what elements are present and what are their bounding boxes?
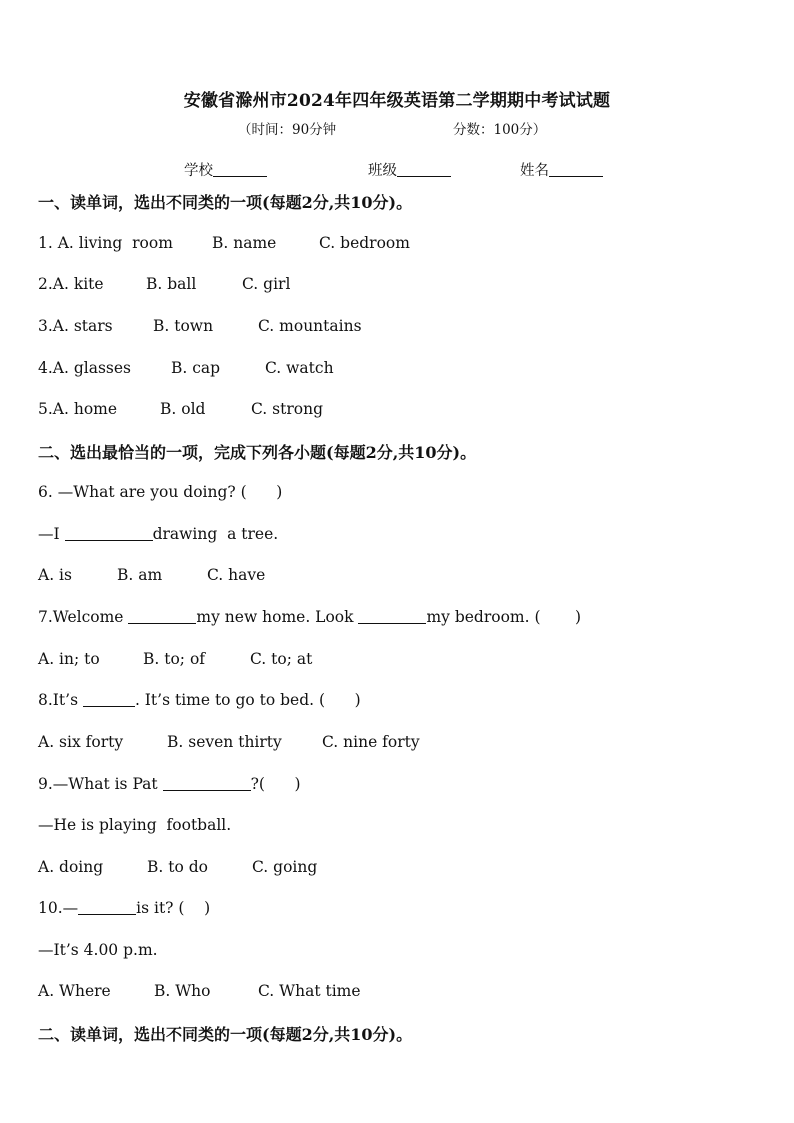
- exam-score: 分数：100分）: [453, 122, 547, 138]
- question-2-option-c: C. girl: [242, 275, 291, 293]
- question-3-option-b: B. town: [153, 317, 214, 335]
- question-10-answer-line: —It’s 4.00 p.m.: [38, 941, 158, 959]
- question-10-sentence: [38, 899, 210, 917]
- section-heading-1: 一、读单词，选出不同类的一项(每题2分,共10分)。: [38, 193, 413, 212]
- question-4-option-c: C. watch: [265, 359, 334, 377]
- question-7-part-3: my bedroom. ( ): [426, 608, 582, 626]
- question-7-option-b: B. to; of: [143, 650, 206, 668]
- question-6-part-2: drawing a tree.: [152, 525, 279, 543]
- question-5-option-a: 5.A. home: [38, 400, 118, 418]
- question-1-option-a: 1. A. living room: [38, 234, 173, 252]
- question-10-option-a: A. Where: [38, 982, 111, 1000]
- exam-time: （时间：90分钟: [238, 122, 337, 138]
- question-4-option-a: 4.A. glasses: [38, 359, 131, 377]
- question-8-option-a: A. six forty: [38, 733, 124, 751]
- question-6-sentence: [38, 525, 278, 543]
- question-2-option-a: 2.A. kite: [38, 275, 104, 293]
- question-3-option-c: C. mountains: [258, 317, 362, 335]
- question-9-part-2: ?( ): [250, 775, 301, 793]
- question-7-blank-1[interactable]: [128, 609, 196, 624]
- question-9-sentence: [38, 775, 301, 793]
- question-3-option-a: 3.A. stars: [38, 317, 113, 335]
- question-9-blank[interactable]: [163, 776, 251, 791]
- question-9-option-b: B. to do: [147, 858, 208, 876]
- question-7-option-c: C. to; at: [250, 650, 313, 668]
- question-7-sentence: [38, 608, 581, 626]
- question-9-option-c: C. going: [252, 858, 318, 876]
- question-10-part-2: is it? ( ): [136, 899, 211, 917]
- question-4-option-b: B. cap: [171, 359, 221, 377]
- question-6-blank[interactable]: [65, 526, 153, 541]
- question-2-option-b: B. ball: [146, 275, 197, 293]
- school-label: 学校: [184, 163, 213, 179]
- question-8-blank[interactable]: [83, 692, 135, 707]
- name-label: 姓名: [520, 163, 549, 179]
- name-field: [520, 159, 603, 180]
- question-10-option-b: B. Who: [154, 982, 211, 1000]
- question-8-option-b: B. seven thirty: [167, 733, 282, 751]
- class-blank[interactable]: [397, 162, 451, 177]
- question-10-part-1: 10.—: [38, 899, 79, 917]
- page-title: 安徽省滁州市2024年四年级英语第二学期期中考试试题: [183, 91, 611, 111]
- question-7-option-a: A. in; to: [38, 650, 100, 668]
- class-label: 班级: [368, 163, 397, 179]
- question-8-part-1: 8.It’s: [38, 691, 83, 709]
- question-6-prompt: 6. —What are you doing? ( ): [38, 483, 283, 501]
- question-9-part-1: 9.—What is Pat: [38, 775, 163, 793]
- school-blank[interactable]: [213, 162, 267, 177]
- section-heading-3: 二、读单词，选出不同类的一项(每题2分,共10分)。: [38, 1025, 413, 1044]
- question-6-option-a: A. is: [38, 566, 72, 584]
- question-6-option-c: C. have: [207, 566, 266, 584]
- question-7-part-1: 7.Welcome: [38, 608, 129, 626]
- school-field: [184, 159, 267, 180]
- question-9-answer-line: —He is playing football.: [38, 816, 232, 834]
- question-1-option-c: C. bedroom: [319, 234, 410, 252]
- question-10-blank[interactable]: [78, 900, 136, 915]
- question-7-part-2: my new home. Look: [196, 608, 359, 626]
- question-1-option-b: B. name: [212, 234, 277, 252]
- question-10-option-c: C. What time: [258, 982, 361, 1000]
- question-8-sentence: [38, 691, 361, 709]
- question-7-blank-2[interactable]: [358, 609, 426, 624]
- question-9-option-a: A. doing: [38, 858, 104, 876]
- question-6-part-1: —I: [38, 525, 65, 543]
- section-heading-2: 二、选出最恰当的一项，完成下列各小题(每题2分,共10分)。: [38, 443, 477, 462]
- question-8-option-c: C. nine forty: [322, 733, 420, 751]
- question-8-part-2: . It’s time to go to bed. ( ): [134, 691, 361, 709]
- question-5-option-c: C. strong: [251, 400, 323, 418]
- question-5-option-b: B. old: [160, 400, 206, 418]
- name-blank[interactable]: [549, 162, 603, 177]
- class-field: [368, 159, 451, 180]
- question-6-option-b: B. am: [117, 566, 163, 584]
